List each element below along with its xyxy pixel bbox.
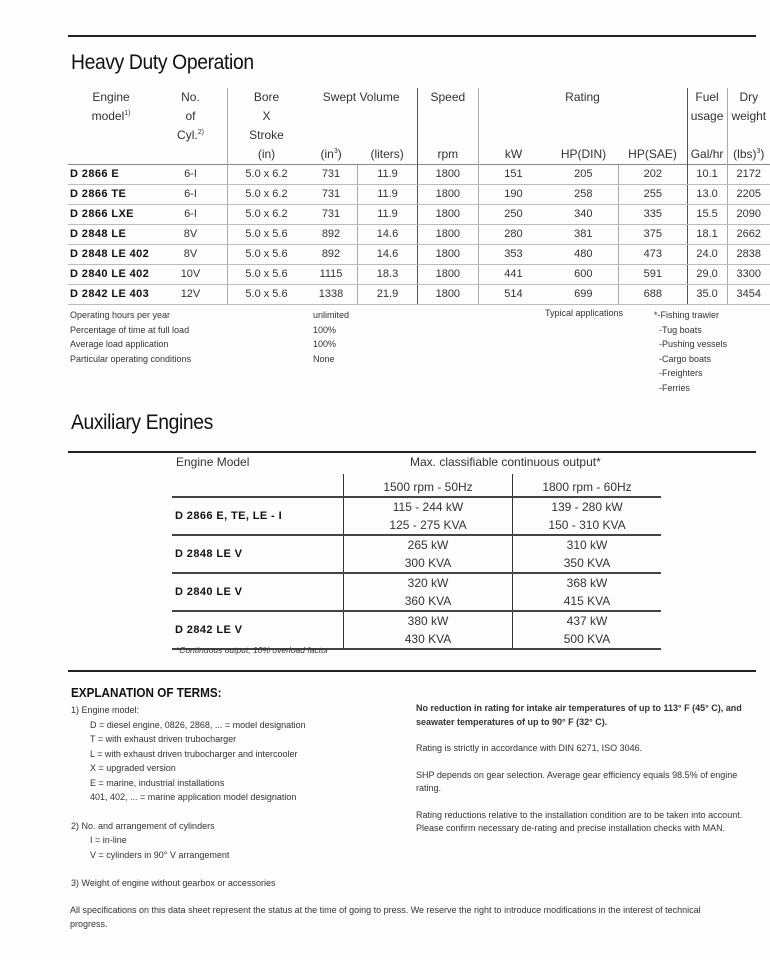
cell-in3: 731 [305, 185, 357, 205]
cell-hp-sae: 688 [619, 285, 687, 305]
cell-cyl: 6-I [154, 165, 227, 185]
cell-model: D 2866 E, TE, LE - I [172, 497, 344, 535]
cell-hp-sae: 255 [619, 185, 687, 205]
cell-hp-sae: 375 [619, 225, 687, 245]
cell-kw: 151 [478, 165, 548, 185]
cell-hp-din: 258 [548, 185, 618, 205]
cell-hp-sae: 202 [619, 165, 687, 185]
list-item: -Freighters [659, 368, 703, 378]
cell-model: D 2840 LE 402 [68, 265, 154, 285]
cell-rpm: 1800 [418, 285, 478, 305]
cell-model: D 2842 LE V [172, 611, 344, 649]
cell-kva-50hz: 430 KVA [344, 630, 513, 649]
table-row [172, 573, 661, 592]
cell-liters: 21.9 [357, 285, 417, 305]
cell-hp-din: 205 [548, 165, 618, 185]
terms-left-column: 1) Engine model: D = diesel engine, 0826, 2868, ... = model designation T = with exhaust driven trubocharger L = with exhaust driven trubocharger and intercooler X = upgraded version E = marine, industrial installations 401, 402, ... = marine application model designation 2) No. and arrangement of cylinders I = in-line V = cylinders in 90° V arrangement 3) Weight of engine without gearbox or accessories [71, 705, 306, 888]
cell-model: D 2866 E [68, 165, 154, 185]
cell-kw-50hz: 320 kW [344, 573, 513, 592]
table-row [172, 497, 661, 516]
top-rule [68, 35, 756, 37]
list-item: -Tug boats [659, 324, 702, 335]
col-swept-volume: Swept Volume $(in^3)$ (liters) [320, 90, 404, 161]
cell-kva-60hz: 415 KVA [513, 592, 662, 611]
cell-fuel: 35.0 [687, 285, 727, 305]
operating-conditions-values: unlimited 100% 100% None [313, 310, 350, 364]
cell-hp-din: 480 [548, 245, 618, 265]
terms-rule [68, 670, 756, 672]
cell-hp-sae: 591 [619, 265, 687, 285]
cell-rpm: 1800 [418, 185, 478, 205]
terms-title: EXPLANATION OF TERMS: [71, 685, 222, 700]
cell-kw: 280 [478, 225, 548, 245]
cell-kw-50hz: 115 - 244 kW [344, 497, 513, 516]
auxiliary-title: Auxiliary Engines [71, 411, 213, 434]
cell-weight: 2205 [727, 185, 770, 205]
cell-bore: 5.0 x 5.6 [227, 285, 305, 305]
table-header-row [68, 88, 770, 165]
cell-kw: 514 [478, 285, 548, 305]
cell-bore: 5.0 x 5.6 [227, 265, 305, 285]
cell-hp-sae: 473 [619, 245, 687, 265]
cell-kw-50hz: 380 kW [344, 611, 513, 630]
cell-hp-din: 381 [548, 225, 618, 245]
cell-liters: 14.6 [357, 245, 417, 265]
col-speed: Speed rpm [418, 88, 478, 165]
cell-fuel: 10.1 [687, 165, 727, 185]
cell-kw: 353 [478, 245, 548, 265]
cell-kw: 190 [478, 185, 548, 205]
cell-bore: 5.0 x 5.6 [227, 225, 305, 245]
aux-header-engine-model: Engine Model [176, 455, 250, 469]
auxiliary-rule [68, 451, 756, 453]
table-row [172, 611, 661, 630]
table-row [172, 535, 661, 554]
col-cylinders: No. of Cyl.$^{2)}$ [177, 90, 204, 142]
cell-in3: 892 [305, 225, 357, 245]
table-row [68, 185, 770, 205]
table-row [68, 225, 770, 245]
list-item: *-Fishing trawler [654, 310, 720, 320]
table-row [68, 205, 770, 225]
cell-cyl: 12V [154, 285, 227, 305]
cell-model: D 2848 LE 402 [68, 245, 154, 265]
cell-kw-60hz: 310 kW [513, 535, 662, 554]
cell-hp-din: 600 [548, 265, 618, 285]
table-row [68, 265, 770, 285]
cell-in3: 892 [305, 245, 357, 265]
cell-kw-60hz: 139 - 280 kW [513, 497, 662, 516]
cell-bore: 5.0 x 6.2 [227, 205, 305, 225]
cell-fuel: 18.1 [687, 225, 727, 245]
col-bore-stroke: Bore X Stroke (in) [227, 88, 305, 165]
heavy-duty-table [68, 88, 770, 305]
aux-header-output: Max. classifiable continuous output* [410, 455, 601, 469]
cell-bore: 5.0 x 6.2 [227, 185, 305, 205]
col-engine-model: Engine model$^{1)}$ [91, 90, 131, 123]
typical-applications-list [654, 308, 727, 395]
cell-cyl: 10V [154, 265, 227, 285]
cell-fuel: 24.0 [687, 245, 727, 265]
cell-weight: 3300 [727, 265, 770, 285]
cell-rpm: 1800 [418, 205, 478, 225]
cell-in3: 731 [305, 205, 357, 225]
aux-subheader-row: 1500 rpm - 50Hz 1800 rpm - 60Hz [172, 474, 661, 500]
cell-kw-50hz: 265 kW [344, 535, 513, 554]
cell-kw-60hz: 437 kW [513, 611, 662, 630]
cell-rpm: 1800 [418, 165, 478, 185]
list-item: -Pushing vessels [659, 339, 728, 349]
cell-kw: 441 [478, 265, 548, 285]
cell-kva-60hz: 350 KVA [513, 554, 662, 573]
cell-weight: 3454 [727, 285, 770, 305]
cell-model: D 2848 LE [68, 225, 154, 245]
cell-kva-50hz: 300 KVA [344, 554, 513, 573]
cell-kva-60hz: 150 - 310 KVA [513, 516, 662, 535]
cell-fuel: 13.0 [687, 185, 727, 205]
table-row [68, 285, 770, 305]
cell-rpm: 1800 [418, 245, 478, 265]
cell-fuel: 29.0 [687, 265, 727, 285]
operating-conditions-labels: Operating hours per year Percentage of time at full load Average load application Particular operating conditions [70, 310, 192, 364]
cell-hp-sae: 335 [619, 205, 687, 225]
cell-liters: 18.3 [357, 265, 417, 285]
col-rating: Rating kW HP(DIN) HP(SAE) [478, 88, 687, 165]
table-row [68, 165, 770, 185]
terms-right-column: No reduction in rating for intake air temperatures of up to 113° F (45° C), and seawater temperatures of up to 90° F (32° C). Rating is strictly in accordance with DIN 6271, ISO 3046. SHP depends on gear selection. Average gear efficiency equals 98.5% of engine rating. Rating reductions relative to the installation condition are to be taken into account. Please confirm necessary de-rating and precise installation checks with MAN. [416, 703, 743, 833]
cell-bore: 5.0 x 5.6 [227, 245, 305, 265]
cell-rpm: 1800 [418, 265, 478, 285]
cell-model: D 2848 LE V [172, 535, 344, 573]
cell-model: D 2840 LE V [172, 573, 344, 611]
cell-in3: 731 [305, 165, 357, 185]
cell-liters: 11.9 [357, 185, 417, 205]
cell-in3: 1115 [305, 265, 357, 285]
footer-disclaimer: All specifications on this data sheet represent the status at the time of going to press. We reserve the right to introduce modifications in the interest of technical progress. [70, 905, 701, 929]
cell-hp-din: 340 [548, 205, 618, 225]
list-item: -Ferries [659, 382, 690, 393]
cell-cyl: 6-I [154, 185, 227, 205]
cell-liters: 11.9 [357, 205, 417, 225]
heavy-duty-title: Heavy Duty Operation [71, 51, 254, 74]
cell-hp-din: 699 [548, 285, 618, 305]
cell-liters: 11.9 [357, 165, 417, 185]
table-row [68, 245, 770, 265]
cell-cyl: 8V [154, 245, 227, 265]
cell-kva-60hz: 500 KVA [513, 630, 662, 649]
cell-kva-50hz: 125 - 275 KVA [344, 516, 513, 535]
cell-weight: 2838 [727, 245, 770, 265]
col-fuel: Fuel usage Gal/hr [687, 88, 727, 165]
cell-weight: 2172 [727, 165, 770, 185]
cell-model: D 2866 LXE [68, 205, 154, 225]
cell-weight: 2662 [727, 225, 770, 245]
cell-cyl: 6-I [154, 205, 227, 225]
list-item: -Cargo boats [659, 353, 712, 364]
cell-in3: 1338 [305, 285, 357, 305]
cell-liters: 14.6 [357, 225, 417, 245]
typical-applications-label: Typical applications [545, 308, 624, 318]
cell-fuel: 15.5 [687, 205, 727, 225]
col-dry-weight: Dry weight (lbs)$^3$) [727, 88, 770, 165]
cell-kw-60hz: 368 kW [513, 573, 662, 592]
cell-kw: 250 [478, 205, 548, 225]
cell-model: D 2842 LE 403 [68, 285, 154, 305]
cell-kva-50hz: 360 KVA [344, 592, 513, 611]
cell-cyl: 8V [154, 225, 227, 245]
cell-bore: 5.0 x 6.2 [227, 165, 305, 185]
aux-footnote: *Continuous output, 10% overload factor [176, 645, 329, 655]
cell-model: D 2866 TE [68, 185, 154, 205]
auxiliary-table-body [172, 496, 661, 650]
cell-weight: 2090 [727, 205, 770, 225]
cell-rpm: 1800 [418, 225, 478, 245]
